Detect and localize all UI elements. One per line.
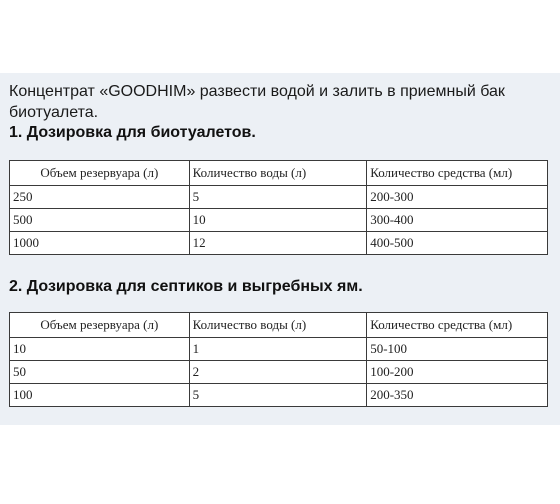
table-row	[10, 186, 548, 209]
table-header-row	[10, 161, 548, 186]
cell-product-amount: 200-350	[367, 384, 548, 407]
cell-water-amount: 5	[189, 384, 367, 407]
cell-water-amount: 10	[189, 209, 367, 232]
header-tank-volume: Объем резервуара (л)	[10, 161, 190, 186]
cell-tank-volume: 50	[10, 361, 190, 384]
cell-tank-volume: 500	[10, 209, 190, 232]
header-product-amount: Количество средства (мл)	[367, 313, 548, 338]
intro-text: Концентрат «GOODHIM» развести водой и залить в приемный бак биотуалета.	[9, 83, 505, 121]
table-row	[10, 209, 548, 232]
section-title-biotoilets: 1. Дозировка для биотуалетов.	[9, 124, 256, 141]
cell-tank-volume: 1000	[10, 232, 190, 255]
header-product-amount: Количество средства (мл)	[367, 161, 548, 186]
table-row	[10, 384, 548, 407]
dosage-table-biotoilets	[9, 160, 548, 255]
cell-product-amount: 200-300	[367, 186, 548, 209]
cell-water-amount: 12	[189, 232, 367, 255]
cell-water-amount: 5	[189, 186, 367, 209]
header-tank-volume: Объем резервуара (л)	[10, 313, 190, 338]
cell-product-amount: 300-400	[367, 209, 548, 232]
header-water-amount: Количество воды (л)	[189, 313, 367, 338]
cell-water-amount: 2	[189, 361, 367, 384]
section-title-septics: 2. Дозировка для септиков и выгребных ям.	[9, 278, 363, 295]
cell-product-amount: 100-200	[367, 361, 548, 384]
cell-water-amount: 1	[189, 338, 367, 361]
table-row	[10, 361, 548, 384]
cell-tank-volume: 250	[10, 186, 190, 209]
table-header-row	[10, 313, 548, 338]
cell-tank-volume: 10	[10, 338, 190, 361]
cell-tank-volume: 100	[10, 384, 190, 407]
dosage-table-septics	[9, 312, 548, 407]
header-water-amount: Количество воды (л)	[189, 161, 367, 186]
table-row	[10, 338, 548, 361]
cell-product-amount: 400-500	[367, 232, 548, 255]
cell-product-amount: 50-100	[367, 338, 548, 361]
table-row	[10, 232, 548, 255]
